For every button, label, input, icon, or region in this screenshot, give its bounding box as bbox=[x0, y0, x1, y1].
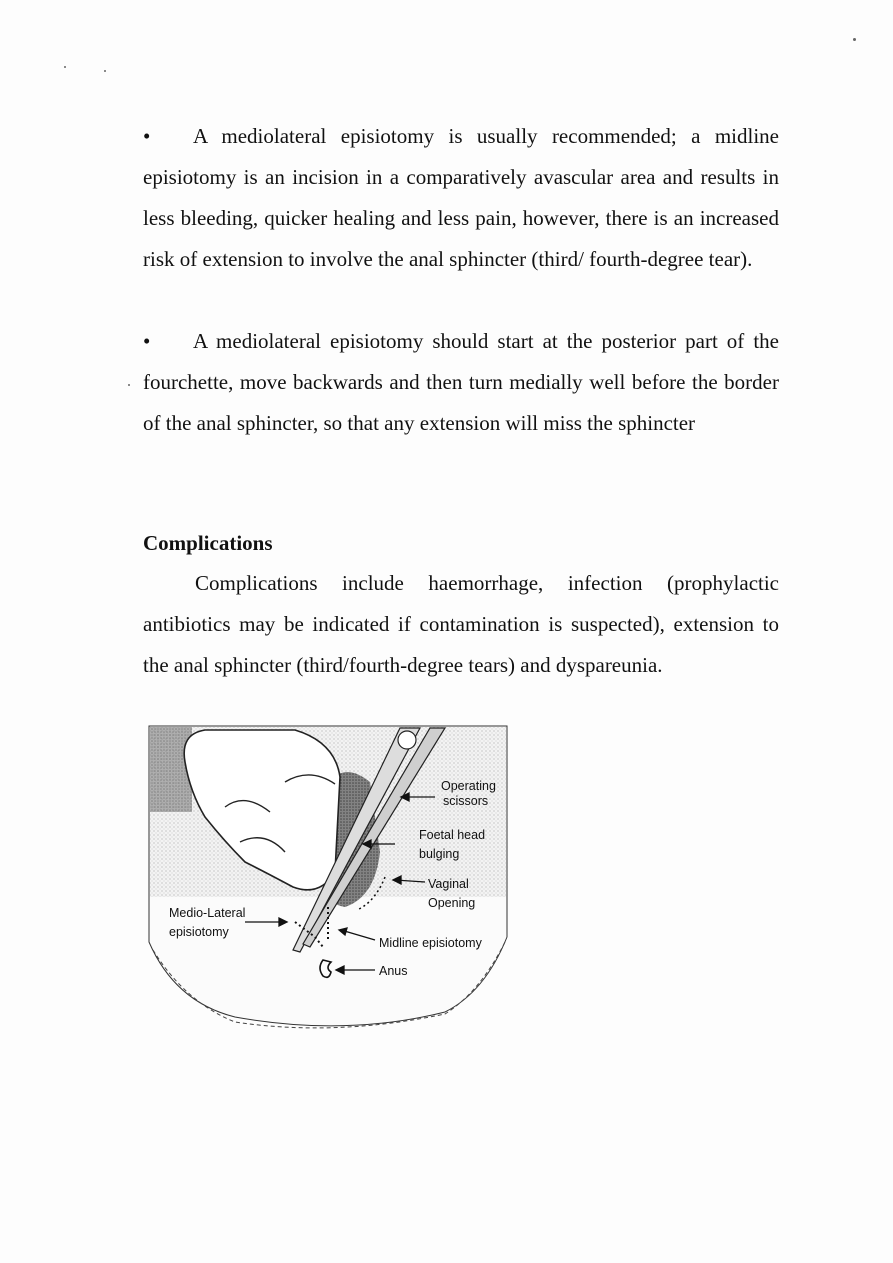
complications-heading: Complications bbox=[143, 531, 273, 555]
label-mediolateral-2: episiotomy bbox=[169, 925, 229, 939]
scan-speck bbox=[128, 384, 130, 386]
bullet-icon: • bbox=[143, 329, 151, 353]
label-vaginal-opening-2: Opening bbox=[428, 896, 476, 910]
scan-speck bbox=[104, 70, 106, 72]
complications-paragraph: Complications include haemorrhage, infection (prophylactic antibiotics may be indicated if contamination is suspected), extension to the anal sphincter (third/fourth-degree tears) and dyspareunia. bbox=[143, 571, 779, 677]
bullet-icon: • bbox=[143, 124, 151, 148]
episiotomy-illustration bbox=[145, 722, 515, 1032]
scissors-handle bbox=[398, 731, 416, 749]
bullet-paragraph-1 bbox=[143, 116, 779, 280]
label-mediolateral-1: Medio-Lateral bbox=[169, 906, 246, 920]
label-foetal-head-1: Foetal head bbox=[419, 828, 486, 842]
bullet-text-1: A mediolateral episiotomy is usually recommended; a midline episiotomy is an incision in a comparatively avascular area and results in less bleeding, quicker healing and less pain, however, there is an increased risk of extension to involve the anal sphincter (third/ fourth-degree tear). bbox=[143, 124, 779, 271]
bullet-paragraph-2 bbox=[143, 321, 779, 444]
label-foetal-head-2: bulging bbox=[419, 847, 460, 861]
label-operating-scissors-2: scissors bbox=[443, 794, 489, 808]
label-anus: Anus bbox=[379, 964, 408, 978]
label-operating-scissors-1: Operating bbox=[441, 779, 496, 793]
bullet-text-2: A mediolateral episiotomy should start at the posterior part of the fourchette, move backwards and then turn medially well before the border of the anal sphincter, so that any extension will miss the sphincter bbox=[143, 329, 779, 435]
label-midline-episiotomy: Midline episiotomy bbox=[379, 936, 482, 950]
label-vaginal-opening-1: Vaginal bbox=[428, 877, 469, 891]
scan-speck bbox=[64, 66, 66, 68]
scan-speck bbox=[853, 38, 856, 41]
